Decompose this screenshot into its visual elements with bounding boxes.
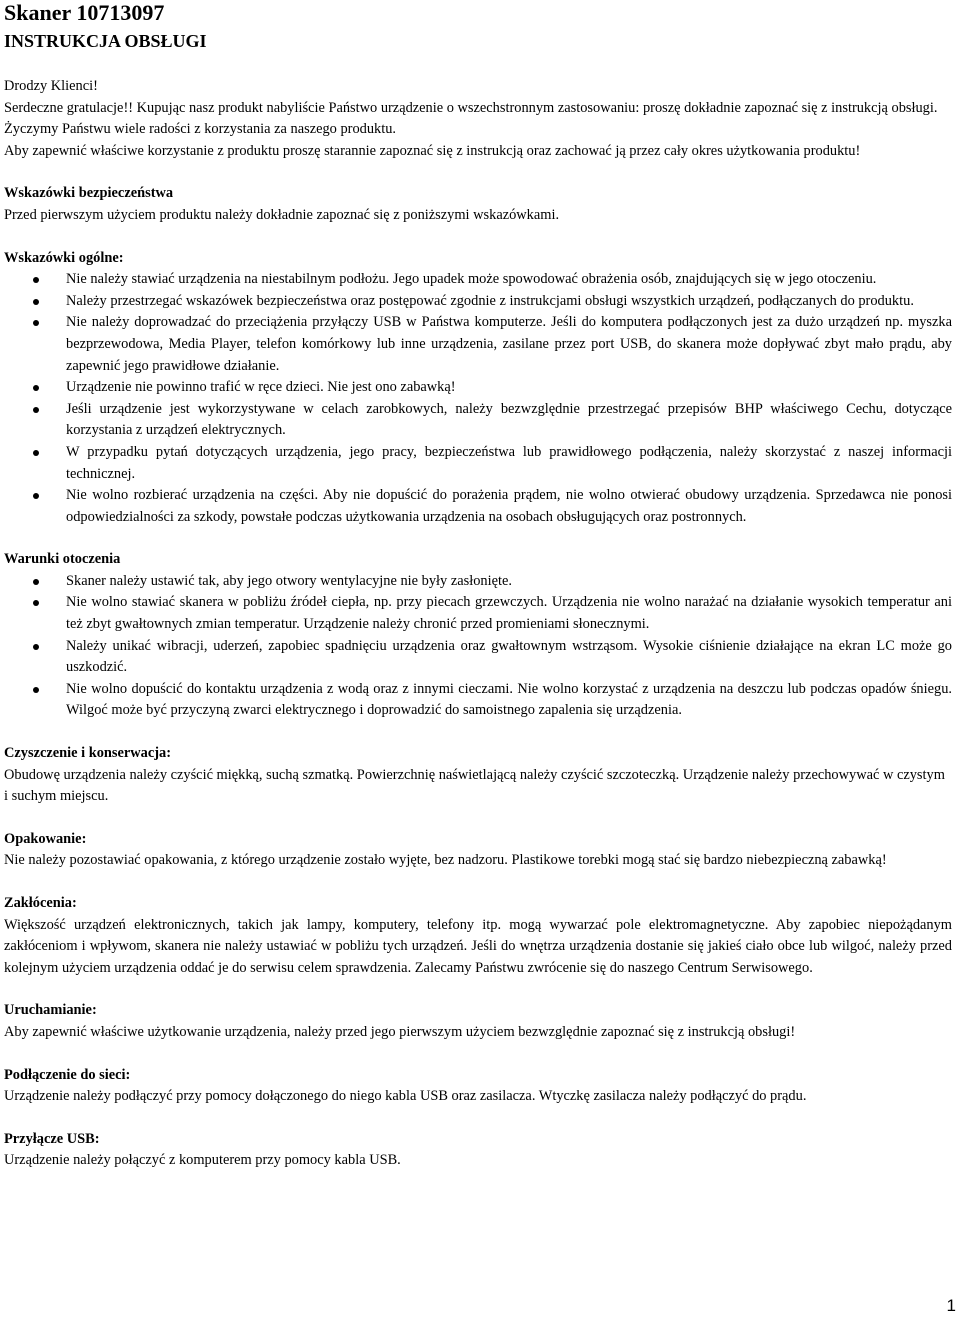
packaging-heading: Opakowanie: [4,830,87,847]
safety-section [4,183,952,226]
startup-text: Aby zapewnić właściwe użytkowanie urządzenia, należy przed jego pierwszym użyciem bezwzględnie zapoznać się z instrukcją obsługi! [4,1023,796,1040]
bullet-icon [33,385,39,391]
bullet-icon [33,493,39,499]
mains-section [4,1065,952,1108]
intro-wishes: Życzymy Państwu wiele radości z korzystania za naszego produktu. [4,121,397,138]
list-item: W przypadku pytań dotyczących urządzenia, jego pracy, bezpieczeństwa lub prawidłowego podłączenia, należy skorzystać z naszej informacji technicznej. [4,442,952,485]
list-item: Nie należy stawiać urządzenia na niestabilnym podłożu. Jego upadek może spowodować obrażenia osób, znajdujących się w jego otoczeniu. [4,269,952,291]
environment-section [4,549,952,722]
mains-text: Urządzenie należy podłączyć przy pomocy dołączonego do niego kabla USB oraz zasilacza. Wtyczkę zasilacza należy podłączyć do prądu. [4,1088,807,1105]
list-item: Należy unikać wibracji, uderzeń, zapobiec spadnięciu urządzenia oraz gwałtownym wstrząsom. Wysokie ciśnienie działające na ekran LC może go uszkodzić. [4,636,952,679]
document-title: Skaner 10713097 [4,0,165,25]
usb-heading: Przyłącze USB: [4,1130,100,1147]
general-list [4,269,952,528]
document-subtitle: INSTRUKCJA OBSŁUGI [4,31,207,51]
bullet-icon [33,450,39,456]
bullet-icon [33,600,39,606]
safety-heading: Wskazówki bezpieczeństwa [4,185,174,202]
page-number: 1 [946,1296,956,1315]
mains-heading: Podłączenie do sieci: [4,1066,131,1083]
usb-text: Urządzenie należy połączyć z komputerem przy pomocy kabla USB. [4,1152,401,1169]
general-heading: Wskazówki ogólne: [4,249,124,266]
bullet-icon [33,407,39,413]
list-item: Skaner należy ustawić tak, aby jego otwory wentylacyjne nie były zasłonięte. [4,571,952,593]
intro-greeting: Drodzy Klienci! [4,78,98,94]
list-item: Należy przestrzegać wskazówek bezpieczeństwa oraz postępować zgodnie z instrukcjami obsługi wszystkich urządzeń, podłączanych do produktu. [4,291,952,313]
bullet-icon [33,687,39,693]
interference-heading: Zakłócenia: [4,895,77,911]
cleaning-heading: Czyszczenie i konserwacja: [4,745,172,762]
intro-instructions-note: Aby zapewnić właściwe korzystanie z produktu proszę starannie zapoznać się z instrukcją oraz zachować ją przez cały okres użytkowania produktu! [4,142,861,159]
environment-list [4,571,952,722]
list-item: Jeśli urządzenie jest wykorzystywane w celach zarobkowych, należy bezwzględnie przestrzegać przepisów BHP właściwego Cechu, dotyczące korzystania z urządzeń elektrycznych. [4,399,952,442]
environment-heading: Warunki otoczenia [4,551,121,568]
list-item: Nie wolno dopuścić do kontaktu urządzenia z wodą oraz z innymi cieczami. Nie wolno korzystać z urządzenia na deszczu lub podczas opadów śniegu. Wilgoć może być przyczyną zwarci elektrycznego i doprowadzić do samoistnego zapalenia się urządzenia. [4,679,952,722]
list-item: Urządzenie nie powinno trafić w ręce dzieci. Nie jest ono zabawką! [4,377,952,399]
interference-text: Większość urządzeń elektronicznych, takich jak lampy, komputery, telefony itp. mogą wywarzać pole elektromagnetyczne. Aby zapobiec niepożądanym zakłóceniom i wpływom, skanera nie należy ustawiać w pobliżu tych urządzeń. Jeśli do wnętrza urządzenia dostanie się jakieś ciało obce lub wilgoć, należy przed kolejnym użyciem urządzenia oddać je do serwisu celem sprawdzenia. Zalecamy Państwu zwrócenie się do naszego Centrum Serwisowego. [4,916,952,976]
startup-heading: Uruchamianie: [4,1002,97,1019]
list-item: Nie wolno stawiać skanera w pobliżu źródeł ciepła, np. przy piecach grzewczych. Urządzenia nie wolno narażać na działanie wysokich temperatur ani też zbyt gwałtownych zmian temperatur. Urządzenie należy chronić przed promieniami słonecznymi. [4,592,952,635]
bullet-icon [33,299,39,305]
bullet-icon [33,644,39,650]
cleaning-section [4,743,952,808]
bullet-icon [33,277,39,283]
list-item: Nie wolno rozbierać urządzenia na części. Aby nie dopuścić do porażenia prądem, nie wolno otwierać obudowy urządzenia. Sprzedawca nie ponosi odpowiedzialności za szkody, powstałe podczas użytkowania urządzenia na osobach obsługujących oraz postronnych. [4,485,952,528]
packaging-section [4,829,952,872]
general-section [4,248,952,529]
bullet-icon [33,579,39,585]
cleaning-text: Obudowę urządzenia należy czyścić miękką, suchą szmatką. Powierzchnię naświetlającą należy czyścić szczoteczką. Urządzenie należy przechowywać w czystym i suchym miejscu. [4,766,945,805]
startup-section [4,1000,952,1043]
intro-congratulations: Serdeczne gratulacje!! Kupując nasz produkt nabyliście Państwo urządzenie o wszechstronnym zastosowaniu: proszę dokładnie zapoznać się z instrukcją obsługi. [4,99,938,116]
usb-section [4,1129,952,1172]
interference-section [4,893,952,979]
list-item: Nie należy doprowadzać do przeciążenia przyłączy USB w Państwa komputerze. Jeśli do komputera podłączonych jest za dużo urządzeń np. myszka bezprzewodowa, Media Player, telefon komórkowy lub inne urządzenia, zasilane przez port USB, do skanera może dopływać zbyt mało prądu, aby zapewnić jego prawidłowe działanie. [4,312,952,377]
packaging-text: Nie należy pozostawiać opakowania, z którego urządzenie zostało wyjęte, bez nadzoru. Plastikowe torebki mogą stać się bardzo niebezpieczną zabawką! [4,852,887,869]
document-page [4,0,952,1172]
bullet-icon [33,320,39,326]
safety-text: Przed pierwszym użyciem produktu należy dokładnie zapoznać się z poniższymi wskazówkami. [4,206,560,223]
